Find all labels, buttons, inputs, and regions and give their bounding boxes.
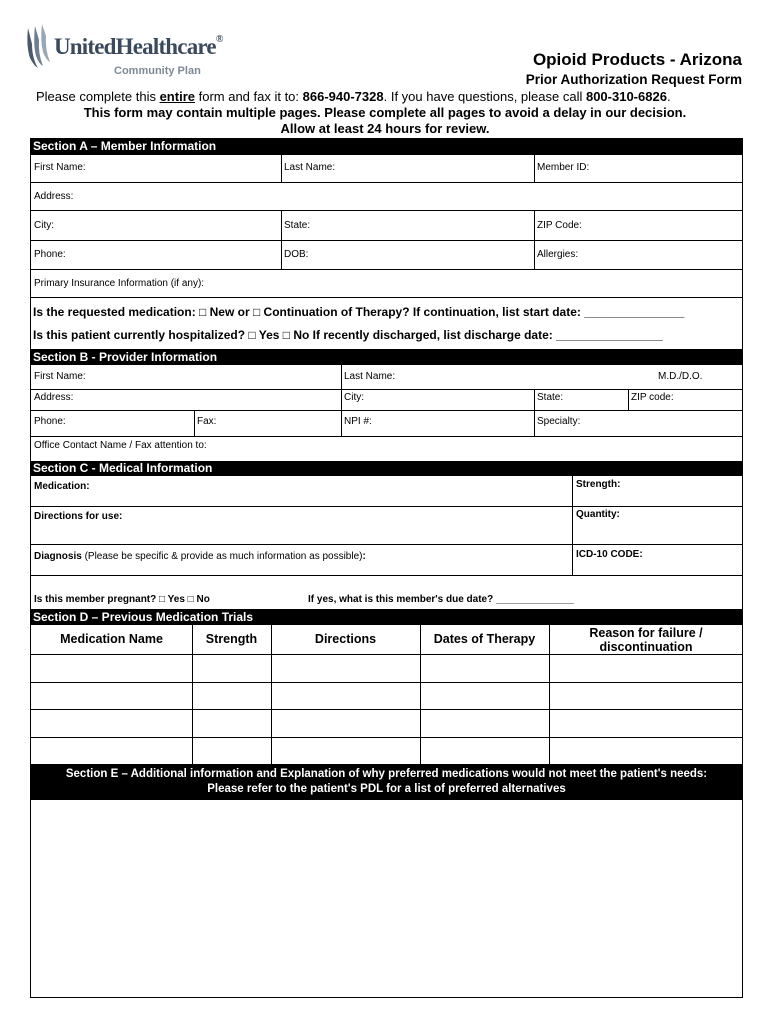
member-phone-field[interactable]: Phone: [34,249,66,260]
registered-mark: ® [215,34,223,45]
phone-number: 800-310-6826 [585,89,667,104]
member-id-field[interactable]: Member ID: [537,162,590,173]
prior-authorization-form [30,138,743,998]
section-d-header: Section D – Previous Medication Trials [31,609,742,625]
form-subtitle: Prior Authorization Request Form [525,72,742,87]
medication-status-question[interactable]: Is the requested medication: □ New or □ Continuation of Therapy? If continuation, list start date: _______________ [33,305,685,319]
medication-trials-rows[interactable] [31,654,742,764]
pregnant-question[interactable]: Is this member pregnant? □ Yes □ No [34,594,210,605]
instructions-line-2: This form may contain multiple pages. Please complete all pages to avoid a delay in our decision. [83,105,687,120]
column-dates-of-therapy: Dates of Therapy [433,632,536,646]
unitedhealthcare-logo [24,24,224,84]
column-reason-for-failure: Reason for failure / discontinuation [589,626,703,654]
hospitalized-question[interactable]: Is this patient currently hospitalized? □ Yes □ No If recently discharged, list discharge date: ________________ [33,328,663,342]
directions-field[interactable]: Directions for use: [34,511,123,522]
brand-name: UnitedHealthcare® [54,34,223,59]
section-e-header [31,764,742,800]
strength-field[interactable]: Strength: [576,479,621,490]
instructions-line-1: Please complete this entire form and fax it to: 866-940-7328. If you have questions, please call 800-310-6826. [36,89,671,104]
provider-zip-field[interactable]: ZIP code: [631,392,674,403]
brand-sub: Community Plan [114,65,201,77]
provider-md-do-label: M.D./D.O. [658,371,703,382]
provider-specialty-field[interactable]: Specialty: [537,416,581,427]
member-state-field[interactable]: State: [284,220,311,231]
entire-emphasis: entire [159,89,195,104]
section-b-header: Section B - Provider Information [31,349,742,365]
member-allergies-field[interactable]: Allergies: [537,249,579,260]
primary-insurance-field[interactable]: Primary Insurance Information (if any): [34,278,205,289]
uhc-shield-icon [24,24,52,68]
member-last-name-field[interactable]: Last Name: [284,162,336,173]
member-first-name-field[interactable]: First Name: [34,162,86,173]
member-address-field[interactable]: Address: [34,191,74,202]
provider-city-field[interactable]: City: [344,392,364,403]
office-contact-field[interactable]: Office Contact Name / Fax attention to: [34,440,207,451]
icd10-code-field[interactable]: ICD-10 CODE: [576,549,643,560]
medication-field[interactable]: Medication: [34,481,90,492]
instructions-line-3: Allow at least 24 hours for review. [280,121,490,136]
provider-npi-field[interactable]: NPI #: [344,416,372,427]
member-dob-field[interactable]: DOB: [284,249,309,260]
provider-fax-field[interactable]: Fax: [197,416,217,427]
section-c-header: Section C - Medical Information [31,461,742,476]
column-strength: Strength [205,632,258,646]
column-directions: Directions [314,632,377,646]
provider-state-field[interactable]: State: [537,392,564,403]
provider-first-name-field[interactable]: First Name: [34,371,86,382]
section-a-header: Section A – Member Information [31,139,742,154]
additional-information-box[interactable] [31,800,742,997]
provider-last-name-field[interactable]: Last Name: [344,371,396,382]
member-zip-field[interactable]: ZIP Code: [537,220,582,231]
quantity-field[interactable]: Quantity: [576,509,620,520]
fax-number: 866-940-7328 [302,89,384,104]
section-e-title: Section E – Additional information and Explanation of why preferred medications would not meet the patient's needs: [65,768,708,780]
section-e-subtitle: Please refer to the patient's PDL for a list of preferred alternatives [207,783,566,795]
column-medication-name: Medication Name [60,632,163,646]
member-city-field[interactable]: City: [34,220,54,231]
due-date-question[interactable]: If yes, what is this member's due date? ______________ [308,594,574,605]
provider-phone-field[interactable]: Phone: [34,416,66,427]
diagnosis-field[interactable]: Diagnosis (Please be specific & provide as much information as possible): [34,551,366,562]
form-title: Opioid Products - Arizona [532,50,742,69]
provider-address-field[interactable]: Address: [34,392,74,403]
